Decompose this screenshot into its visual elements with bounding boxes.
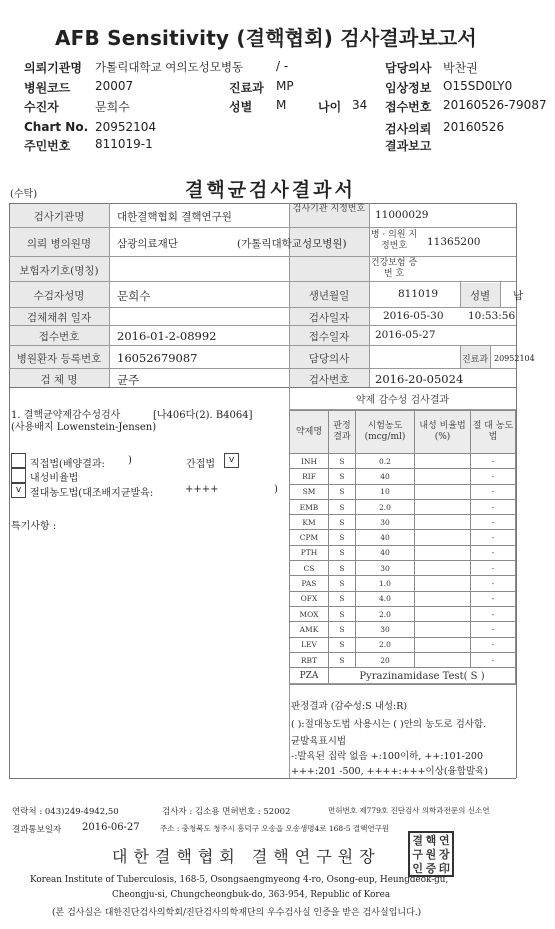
- drug-name: PTH: [290, 545, 329, 560]
- drug-absolute: -: [471, 576, 516, 591]
- drug-name: KM: [290, 515, 329, 530]
- drug-name: EMB: [290, 499, 329, 514]
- drug-row: [290, 637, 516, 652]
- label-registration-no: 병원환자 등록번호: [16, 353, 102, 365]
- label-insurer: 보험자기호(명칭): [19, 265, 99, 277]
- legend-line-1: ( ):절대농도법 사용시는 ( )안의 농도로 검사함.: [291, 719, 487, 730]
- age: 34: [352, 98, 368, 112]
- patient-name: 문희수: [95, 100, 130, 114]
- drug-resistance-ratio: [415, 515, 471, 530]
- drug-result: S: [329, 622, 356, 637]
- drug-concentration: 2.0: [356, 606, 415, 621]
- drug-name: PAS: [290, 576, 329, 591]
- drug-row: [290, 606, 516, 621]
- drug-result: S: [329, 576, 356, 591]
- direct-method-label: 직접법(배양결과:: [30, 459, 105, 470]
- label-patient: 수진자: [24, 100, 59, 114]
- hospital-code: 20007: [95, 79, 134, 93]
- drug-name: LEV: [290, 637, 329, 652]
- test-code: [나406다(2). B4064]: [153, 410, 253, 421]
- seal-glyph: 원: [425, 848, 437, 861]
- drug-name: CS: [290, 561, 329, 576]
- test-no-value: 2016-20-05024: [375, 372, 464, 386]
- drug-resistance-ratio: [415, 499, 471, 514]
- drug-row: [290, 591, 516, 606]
- specimen-value: 균주: [117, 373, 140, 387]
- culture-medium: (사용배지 Lowenstein-Jensen): [11, 422, 157, 433]
- label-hospital-code-form: 병 · 의원 지정번호: [370, 230, 418, 251]
- drug-resistance-ratio: [415, 561, 471, 576]
- doctor-name: 박찬권: [443, 61, 478, 75]
- seal-glyph: 인: [412, 862, 423, 875]
- drug-resistance-ratio: [415, 545, 471, 560]
- label-requesting-institution: 의뢰기관명: [24, 61, 82, 75]
- test-time-value: 10:53:56: [468, 310, 516, 322]
- col-concentration: 시험농도 (mcg/ml): [356, 411, 415, 454]
- drug-row: [290, 561, 516, 576]
- label-examinee: 수검자성명: [33, 290, 85, 302]
- test-request-date: 20160526: [443, 120, 505, 134]
- drug-concentration: 30: [356, 561, 415, 576]
- label-doctor: 담당의사: [385, 61, 432, 75]
- drug-resistance-ratio: [415, 652, 471, 667]
- label-form-dept: 진료과: [461, 355, 489, 365]
- drug-name: CPM: [290, 530, 329, 545]
- drug-concentration: 40: [356, 469, 415, 484]
- drug-concentration: 1.0: [356, 576, 415, 591]
- agency-value: 대한결핵협회 결핵연구원: [117, 211, 232, 223]
- footer-contact: 연락처 : 043)249-4942,50: [12, 807, 119, 817]
- drug-absolute: -: [471, 652, 516, 667]
- drug-concentration: 40: [356, 545, 415, 560]
- label-hospital-code: 병원코드: [24, 81, 71, 95]
- seal-glyph: 연: [439, 834, 450, 847]
- drug-resistance-ratio: [415, 606, 471, 621]
- absolute-conc-label: 절대농도법(대조배지균발육:: [30, 488, 154, 499]
- drug-name: RIF: [290, 469, 329, 484]
- drug-result: S: [329, 591, 356, 606]
- drug-concentration: 10: [356, 484, 415, 499]
- footer-org-kr: 대한결핵협회 결핵연구원장: [112, 847, 381, 866]
- clinical-info: O15SD0LY0: [443, 79, 513, 93]
- drug-name: INH: [290, 454, 329, 469]
- drug-absolute: -: [471, 637, 516, 652]
- label-form-receipt-no: 접수번호: [38, 331, 80, 343]
- report-title: AFB Sensitivity (결핵협회) 검사결과보고서: [55, 26, 477, 50]
- drug-result: S: [329, 637, 356, 652]
- drug-result: S: [329, 499, 356, 514]
- legend-line-4: +++:201 -500, ++++:+++이상(융합발육): [291, 766, 489, 777]
- drug-row: [290, 576, 516, 591]
- drug-row: [290, 499, 516, 514]
- footer-examiner: 검사자 : 김소용 면허번호 : 52002: [162, 807, 291, 817]
- indirect-method-checkbox: v: [224, 453, 239, 468]
- seal-glyph: 결: [412, 834, 423, 847]
- drug-row: [290, 545, 516, 560]
- drug-concentration: 2.0: [356, 499, 415, 514]
- drug-row: [290, 622, 516, 637]
- test-date-value: 2016-05-30: [383, 310, 444, 322]
- test-name: 1. 결핵균약제감수성검사: [11, 410, 121, 421]
- seal-glyph: 핵: [425, 834, 437, 847]
- label-agency-code: 검사기관 지정번호: [292, 204, 366, 214]
- drug-absolute: -: [471, 622, 516, 637]
- label-form-doctor: 담당의사: [308, 353, 350, 365]
- agency-code-value: 11000029: [375, 209, 429, 221]
- examinee-value: 문희수: [117, 289, 151, 303]
- label-insurance-no: 건강보험 증 번 호: [370, 258, 418, 279]
- absolute-conc-checkbox: v: [11, 483, 26, 498]
- footer-report-date-label: 결과통보일자: [12, 825, 62, 835]
- footer-license: 면허번호 제779호 진단검사 의학과전문의 신소연: [328, 806, 490, 815]
- label-clinical-info: 임상정보: [385, 81, 432, 95]
- seal-glyph: 印: [438, 862, 450, 875]
- drug-resistance-ratio: [415, 469, 471, 484]
- hospital-sub-value: (가톨릭대학교성모병원): [237, 238, 347, 250]
- drug-concentration: 30: [356, 515, 415, 530]
- department: MP: [276, 79, 294, 93]
- sex: M: [276, 98, 287, 112]
- drug-name: SM: [290, 484, 329, 499]
- chart-no: 20952104: [95, 120, 157, 134]
- drug-name: OFX: [290, 591, 329, 606]
- label-form-sex: 성별: [469, 290, 491, 302]
- direct-method-close: ): [128, 455, 132, 466]
- drug-absolute: -: [471, 515, 516, 530]
- footer-accreditation-note: (본 검사실은 대한진단검사의학회/진단검사의학재단의 우수검사실 인증을 받은 검사실입니다.): [52, 908, 422, 918]
- drug-resistance-ratio: [415, 591, 471, 606]
- hospital-code-value: 11365200: [427, 236, 481, 248]
- footer-org-en-2: Cheongju-si, Chungcheongbuk-do, 363-954, Republic of Korea: [112, 890, 391, 900]
- col-drug: 약제명: [290, 411, 329, 454]
- drug-row: [290, 530, 516, 545]
- drug-result: S: [329, 515, 356, 530]
- label-test-no: 검사번호: [308, 374, 350, 386]
- birth-value: 811019: [398, 288, 439, 300]
- drug-absolute: -: [471, 469, 516, 484]
- receipt-date-value: 2016-05-27: [375, 329, 436, 341]
- drug-result: S: [329, 561, 356, 576]
- drug-resistance-ratio: [415, 484, 471, 499]
- drug-absolute: -: [471, 591, 516, 606]
- resident-no: 811019-1: [95, 137, 153, 151]
- legend-title: 판정결과 (감수성:S 내성:R): [291, 701, 408, 712]
- hospital-value: 삼광의료재단: [117, 238, 178, 250]
- seal-glyph: 증: [425, 862, 437, 875]
- label-resident-no: 주민번호: [24, 139, 71, 153]
- requesting-dept: / -: [276, 59, 289, 73]
- legend-line-2: 균발육표시법: [291, 736, 347, 747]
- drug-name: MOX: [290, 606, 329, 621]
- registration-no-value: 16052679087: [117, 351, 198, 365]
- drug-result: S: [329, 530, 356, 545]
- form-receipt-no-value: 2016-01-2-08992: [117, 329, 217, 343]
- footer-report-date: 2016-06-27: [82, 822, 140, 833]
- drug-concentration: 4.0: [356, 591, 415, 606]
- drug-result: S: [329, 606, 356, 621]
- scanned-result-form: [0, 163, 555, 929]
- drug-concentration: 30: [356, 622, 415, 637]
- form-dept-value: 20952104: [494, 354, 535, 363]
- receipt-no: 20160526-79087: [443, 98, 547, 112]
- pza-value: Pyrazinamidase Test( S ): [329, 668, 516, 685]
- label-chart-no: Chart No.: [24, 120, 89, 134]
- label-sex: 성별: [229, 100, 253, 114]
- label-agency: 검사기관명: [33, 211, 85, 223]
- label-collect-date: 검체채취 일자: [26, 312, 92, 324]
- resistance-ratio-checkbox: [11, 468, 26, 483]
- drug-table-header: [290, 411, 516, 454]
- drug-table-title: 약제 감수성 검사결과: [355, 395, 450, 406]
- drug-sensitivity-table: [289, 410, 516, 685]
- drug-absolute: -: [471, 606, 516, 621]
- requesting-institution: 가톨릭대학교 여의도성모병동: [95, 60, 244, 74]
- label-specimen: 검 체 명: [40, 374, 78, 386]
- form-sex-value: 남: [513, 290, 524, 302]
- drug-resistance-ratio: [415, 576, 471, 591]
- direct-method-checkbox: [11, 453, 26, 468]
- seal-glyph: 장: [439, 848, 450, 861]
- drug-resistance-ratio: [415, 622, 471, 637]
- drug-resistance-ratio: [415, 530, 471, 545]
- drug-concentration: 2.0: [356, 637, 415, 652]
- drug-absolute: -: [471, 530, 516, 545]
- drug-name: RBT: [290, 652, 329, 667]
- absolute-conc-value: ++++: [185, 484, 219, 495]
- drug-result: S: [329, 545, 356, 560]
- col-absolute: 절 대 농도법: [471, 411, 516, 454]
- drug-row: [290, 515, 516, 530]
- drug-absolute: -: [471, 454, 516, 469]
- label-hospital: 의뢰 병의원명: [26, 238, 92, 250]
- consigned-tag: (수탁): [10, 189, 38, 200]
- drug-name: AMK: [290, 622, 329, 637]
- form-title: 결핵균검사결과서: [185, 179, 356, 201]
- drug-absolute: -: [471, 545, 516, 560]
- label-age: 나이: [318, 100, 342, 114]
- footer-org-en-1: Korean Institute of Tuberculosis, 168-5, Osongsaengmyeong 4-ro, Osong-eup, Heungdeok-gu,: [30, 875, 449, 885]
- label-birth: 생년월일: [308, 290, 350, 302]
- label-result-report: 결과보고: [385, 139, 432, 153]
- col-resistance-ratio: 내성 비율법(%): [415, 411, 471, 454]
- drug-concentration: 0.2: [356, 454, 415, 469]
- label-receipt-no: 접수번호: [385, 100, 432, 114]
- pza-label: PZA: [290, 668, 329, 685]
- drug-resistance-ratio: [415, 454, 471, 469]
- label-test-request: 검사의뢰: [385, 122, 432, 136]
- label-department: 진료과: [229, 81, 264, 95]
- drug-result: S: [329, 469, 356, 484]
- drug-result: S: [329, 484, 356, 499]
- drug-result: S: [329, 652, 356, 667]
- drug-result: S: [329, 454, 356, 469]
- resistance-ratio-label: 내성비율법: [30, 473, 79, 484]
- drug-row: [290, 469, 516, 484]
- label-test-date: 검사일자: [308, 312, 350, 324]
- drug-row: [290, 454, 516, 469]
- absolute-conc-close: ): [274, 484, 278, 495]
- drug-concentration: 40: [356, 530, 415, 545]
- drug-concentration: 20: [356, 652, 415, 667]
- label-receipt-date: 접수일자: [308, 331, 350, 343]
- indirect-method-label: 간접법: [186, 459, 215, 470]
- seal-glyph: 구: [412, 848, 423, 861]
- legend-line-3: -:발육된 집락 없음 +:100이하, ++:101-200: [291, 751, 483, 762]
- drug-row: [290, 652, 516, 667]
- col-result: 판정 결과: [329, 411, 356, 454]
- drug-absolute: -: [471, 499, 516, 514]
- remarks-label: 특기사항 :: [11, 521, 57, 532]
- drug-resistance-ratio: [415, 637, 471, 652]
- footer-address: 주소 : 충청북도 청주시 흥덕구 오송읍 오송생명4로 168-5 결핵연구원: [160, 824, 390, 833]
- drug-absolute: -: [471, 484, 516, 499]
- official-seal: [408, 831, 454, 877]
- drug-row: [290, 484, 516, 499]
- drug-absolute: -: [471, 561, 516, 576]
